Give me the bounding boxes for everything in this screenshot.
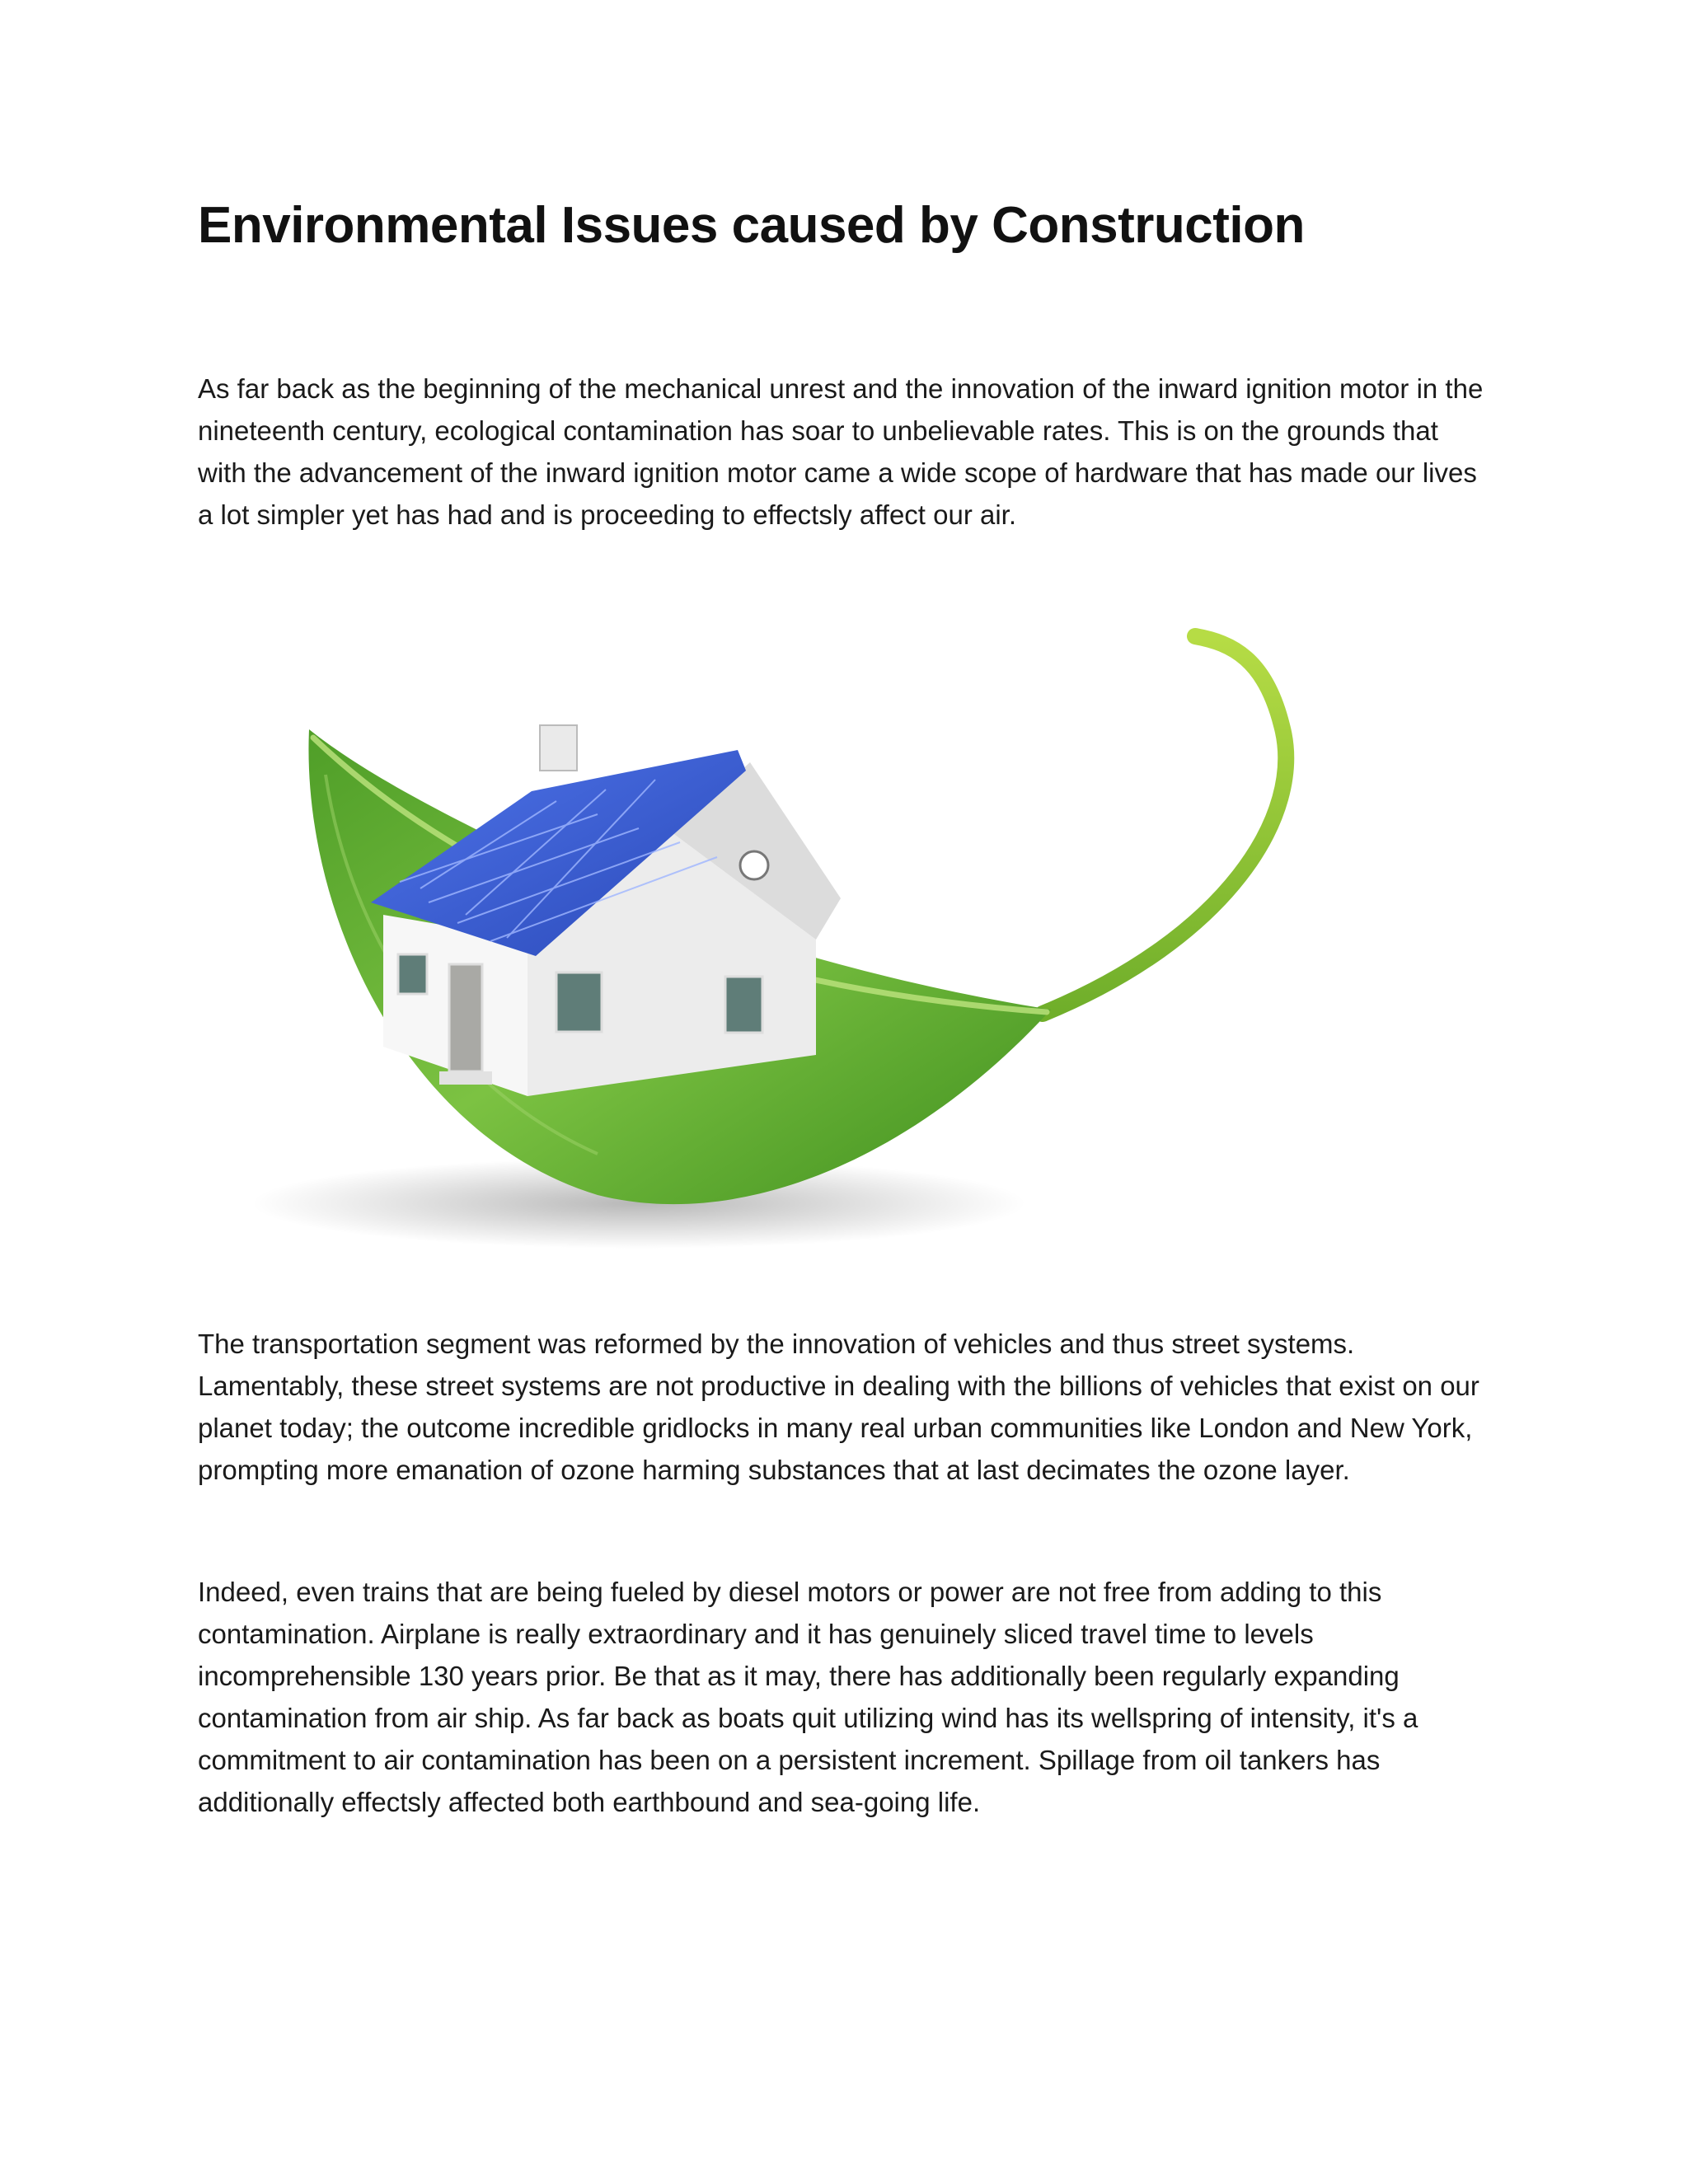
page-title: Environmental Issues caused by Construction xyxy=(198,197,1305,254)
front-step xyxy=(439,1071,492,1085)
leaf-stem xyxy=(1043,636,1286,1014)
front-window-left xyxy=(398,954,427,994)
house xyxy=(371,725,841,1096)
eco-house-on-leaf-illustration xyxy=(210,626,1455,1261)
chimney xyxy=(540,725,577,771)
side-window-2 xyxy=(725,977,762,1033)
side-window-1 xyxy=(556,972,602,1032)
round-vent xyxy=(740,851,768,879)
paragraph-transportation: The transportation segment was reformed by the innovation of vehicles and thus street systems. Lamentably, these street systems are not productive in dealing with the billions of vehicles that exist on our planet today; the outcome incredible gridlocks in many real urban communities like London and New York, prompting more emanation of ozone harming substances that at last decimates the ozone layer. xyxy=(198,1329,1479,1485)
front-door xyxy=(449,964,482,1071)
eco-house-svg xyxy=(210,626,1455,1261)
paragraph-trains-airplanes: Indeed, even trains that are being fueled by diesel motors or power are not free from adding to this contamination. Airplane is really extraordinary and it has genuinely sliced travel time to levels incomprehensible 130 years prior. Be that as it may, there has additionally been regularly expanding contamination from air ship. As far back as boats quit utilizing wind has its wellspring of intensity, it's a commitment to air contamination has been on a persistent increment. Spillage from oil tankers has additionally effectsly affected both earthbound and sea-going life. xyxy=(198,1577,1418,1817)
paragraph-intro: As far back as the beginning of the mechanical unrest and the innovation of the inward ignition motor in the nineteenth century, ecological contamination has soar to unbelievable rates. This is on the grounds that with the advancement of the inward ignition motor came a wide scope of hardware that has made our lives a lot simpler yet has had and is proceeding to effectsly affect our air. xyxy=(198,373,1484,530)
